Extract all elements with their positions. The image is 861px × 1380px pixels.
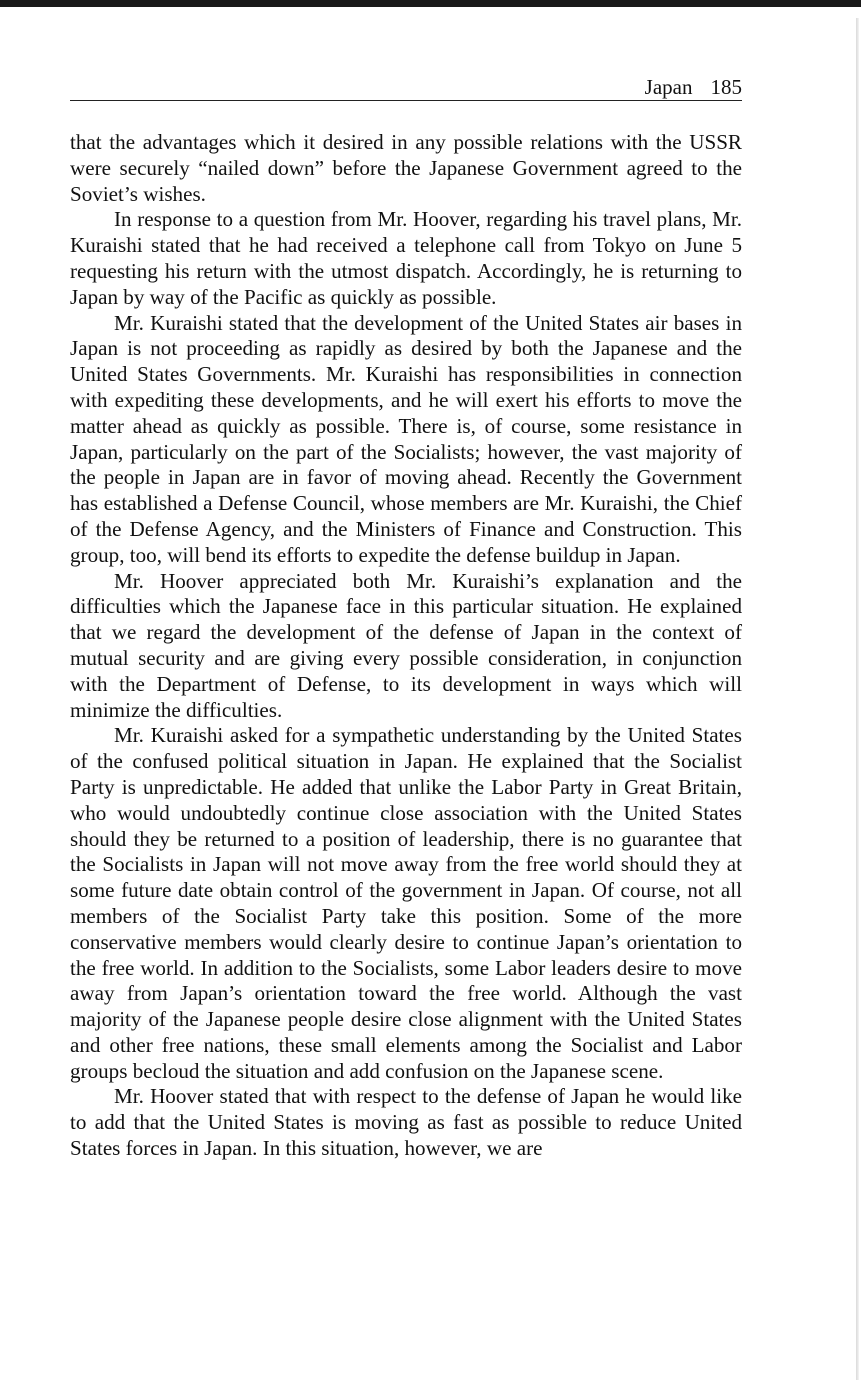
page-number: 185 xyxy=(710,75,742,99)
paragraph-continued: that the advantages which it desired in any possible relations with the USSR were securely “nailed down” before the Japanese Government agreed to the Soviet’s wishes. xyxy=(70,130,742,206)
paragraph-air-bases: Mr. Kuraishi stated that the development of the United States air bases in Japan is not proceeding as rapidly as desired by both the Japanese and the United States Governments. Mr. Kuraishi has responsibilities in connection with expediting these developments, and he will exert his efforts to move the matter ahead as quickly as possible. There is, of course, some resistance in Japan, particularly on the part of the Socialists; however, the vast majority of the people in Japan are in favor of moving ahead. Recently the Government has established a Defense Council, whose members are Mr. Kuraishi, the Chief of the Defense Agency, and the Ministers of Finance and Construction. This group, too, will bend its efforts to expedite the defense buildup in Japan. xyxy=(70,310,742,567)
running-head-title: Japan xyxy=(644,75,693,99)
paragraph-political-situation: Mr. Kuraishi asked for a sympathetic understanding by the United States of the confused political situation in Japan. He explained that the Socialist Party is unpredictable. He added that unlike the Labor Party in Great Britain, who would undoubtedly continue close association with the United States should they be returned to a position of leadership, there is no guarantee that the Socialists in Japan will not move away from the free world should they at some future date obtain control of the government in Japan. Of course, not all members of the Socialist Party take this position. Some of the more conservative members would clearly desire to continue Japan’s orientation to the free world. In addition to the Socialists, some Labor leaders desire to move away from Japan’s orientation toward the free world. Although the vast majority of the Japanese people desire close alignment with the United States and other free nations, these small elements among the Socialist and Labor groups becloud the situation and add confusion on the Japanese scene. xyxy=(70,723,742,1083)
paragraph-us-forces: Mr. Hoover stated that with respect to the defense of Japan he would like to add that the United States is moving as fast as possible to reduce United States forces in Japan. In this situation, however, we are xyxy=(70,1084,742,1161)
paragraph-hoover-reply: Mr. Hoover appreciated both Mr. Kuraishi’s explanation and the difficulties which the Japanese face in this particular situation. He explained that we regard the development of the defense of Japan in the context of mutual security and are giving every possible consideration, in conjunction with the Department of Defense, to its development in ways which will minimize the difficulties. xyxy=(70,568,742,722)
page-top-border xyxy=(0,0,861,7)
page-right-edge xyxy=(856,18,859,1380)
paragraph-travel-plans: In response to a question from Mr. Hoover, regarding his travel plans, Mr. Kuraishi stated that he had received a telephone call from Tokyo on June 5 requesting his return with the utmost dispatch. Accordingly, he is returning to Japan by way of the Pacific as quickly as possible. xyxy=(70,207,742,309)
body-text xyxy=(70,130,742,1162)
running-head xyxy=(70,74,742,101)
